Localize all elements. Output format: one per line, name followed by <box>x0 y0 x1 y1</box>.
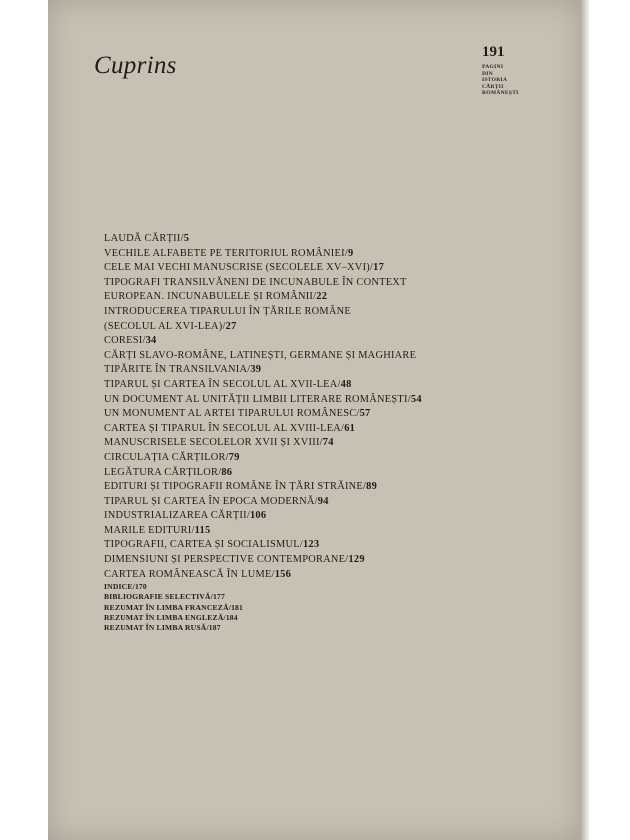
toc-entry <box>104 509 504 524</box>
appendix-entry <box>104 623 504 633</box>
appendix-entry <box>104 603 504 613</box>
toc-entry-page: 34 <box>145 335 157 347</box>
page-edge <box>581 0 589 840</box>
toc-entry-text: (SECOLUL AL XVI-LEA)/ <box>104 320 226 332</box>
running-title-line: CĂRȚII <box>482 83 504 90</box>
toc-entry-text: CARTEA ROMÂNEASCĂ ÎN LUME/ <box>104 568 275 580</box>
toc-entry <box>104 538 504 553</box>
toc-entry-page: 27 <box>225 320 237 332</box>
toc-entry-text: TIPARUL ȘI CARTEA ÎN EPOCA MODERNĂ/ <box>104 495 318 507</box>
toc-entry-text: CORESI/ <box>104 335 146 347</box>
toc-entry-text: EUROPEAN. INCUNABULELE ȘI ROMÂNII/ <box>104 291 317 303</box>
toc-entry-page: 86 <box>221 466 233 478</box>
appendix-entry <box>104 613 504 623</box>
running-title-line: ISTORIA <box>482 77 508 83</box>
toc-entry-page: 48 <box>340 378 352 390</box>
toc-entry <box>104 568 504 583</box>
toc-entry-text: TIPARUL ȘI CARTEA ÎN SECOLUL AL XVII-LEA/ <box>104 378 341 390</box>
toc-entry-page: 57 <box>359 408 371 420</box>
toc-entry-page: 106 <box>249 510 267 522</box>
toc-entry-text: MANUSCRISELE SECOLELOR XVII ȘI XVIII/ <box>104 437 323 449</box>
toc-entry <box>104 320 504 335</box>
page-title: Cuprins <box>94 52 177 79</box>
toc-entry <box>104 422 504 437</box>
toc-entry-text: EDITURI ȘI TIPOGRAFII ROMÂNE ÎN ȚĂRI STRĂINE/ <box>104 481 367 493</box>
toc-entry-text: TIPOGRAFII, CARTEA ȘI SOCIALISMUL/ <box>104 539 303 551</box>
appendix-entry-page: 181 <box>231 602 244 612</box>
toc-entry-text: LAUDĂ CĂRȚII/ <box>104 233 184 244</box>
toc-entry-text: UN MONUMENT AL ARTEI TIPARULUI ROMÂNESC/ <box>104 408 360 420</box>
toc-entry <box>104 247 504 262</box>
toc-entry-page: 94 <box>317 495 329 507</box>
toc-entry <box>104 378 504 393</box>
toc-entry <box>104 393 504 408</box>
toc-entry <box>104 553 504 568</box>
toc-entry <box>104 232 504 247</box>
toc-entry-page: 61 <box>344 422 356 434</box>
toc-entry-text: LEGĂTURA CĂRȚILOR/ <box>104 466 222 478</box>
toc-entry <box>104 261 504 276</box>
toc-entry <box>104 480 504 495</box>
running-title-line: PAGINI <box>482 64 504 70</box>
toc-entry-text: CELE MAI VECHI MANUSCRISE (SECOLELE XV–XVI)/ <box>104 262 374 274</box>
toc-entry-page: 54 <box>410 393 422 405</box>
toc-entry-page: 156 <box>274 568 292 580</box>
toc-entry-page: 9 <box>347 247 354 259</box>
toc-entry-page: 74 <box>322 437 334 449</box>
toc-entry-text: INDUSTRIALIZAREA CĂRȚII/ <box>104 510 250 522</box>
toc-entry-text: TIPOGRAFI TRANSILVĂNENI DE INCUNABULE ÎN CONTEXT <box>104 276 407 288</box>
toc-entry-page: 79 <box>228 451 240 463</box>
toc-entry-text: CĂRȚI SLAVO-ROMÂNE, LATINEȘTI, GERMANE ȘI MAGHIARE <box>104 349 417 361</box>
toc-entry-page: 129 <box>348 554 365 566</box>
appendix-entry-page: 177 <box>213 592 226 602</box>
toc-entry <box>104 466 504 481</box>
toc-entry <box>104 436 504 451</box>
toc-entry-page: 115 <box>194 524 211 536</box>
running-title-line: DIN <box>482 70 493 77</box>
toc-entry <box>104 524 504 539</box>
appendix-entry-text: BIBLIOGRAFIE SELECTIVĂ/ <box>104 592 214 602</box>
toc-entry <box>104 451 504 466</box>
toc-entry <box>104 363 504 378</box>
page-number: 191 <box>482 44 505 60</box>
appendix-entry-text: REZUMAT ÎN LIMBA RUSĂ/ <box>104 623 209 633</box>
appendix-entry-text: REZUMAT ÎN LIMBA ENGLEZĂ/ <box>104 612 226 622</box>
toc-entry <box>104 290 504 305</box>
toc-entry-page: 22 <box>316 291 328 303</box>
toc-entry-text: INTRODUCEREA TIPARULUI ÎN ȚĂRILE ROMÂNE <box>104 305 351 317</box>
toc-entry-text: DIMENSIUNI ȘI PERSPECTIVE CONTEMPORANE/ <box>104 554 349 566</box>
toc-entry-text: CARTEA ȘI TIPARUL ÎN SECOLUL AL XVIII-LEA/ <box>104 422 345 434</box>
running-title-line: ROMÂNEȘTI <box>482 90 519 96</box>
appendix-entry-page: 187 <box>208 623 221 633</box>
toc-entry-page: 17 <box>373 262 385 274</box>
toc-entry-page: 123 <box>302 539 320 551</box>
toc-entry <box>104 407 504 422</box>
toc-entry-text: CIRCULAȚIA CĂRȚILOR/ <box>104 451 229 463</box>
appendix-entry <box>104 592 504 602</box>
appendix-entry-page: 184 <box>225 612 238 622</box>
appendix-entry <box>104 582 504 592</box>
appendix-entry-text: INDICE/ <box>104 582 135 592</box>
toc-entry <box>104 334 504 349</box>
toc-entry-page: 39 <box>250 364 262 376</box>
toc-entry <box>104 349 504 364</box>
toc-entry <box>104 276 504 291</box>
toc-entry-text: VECHILE ALFABETE PE TERITORIUL ROMÂNIEI/ <box>104 247 348 259</box>
appendix-entry-text: REZUMAT ÎN LIMBA FRANCEZĂ/ <box>104 602 232 612</box>
table-of-contents <box>104 232 504 633</box>
running-title <box>482 64 542 97</box>
appendix-entry-page: 170 <box>134 582 147 592</box>
toc-entry-text: TIPĂRITE ÎN TRANSILVANIA/ <box>104 364 251 376</box>
toc-entry-text: UN DOCUMENT AL UNITĂȚII LIMBII LITERARE ROMÂNEȘTI/ <box>104 393 411 405</box>
toc-entry-text: MARILE EDITURI/ <box>104 524 195 536</box>
toc-entry-page: 89 <box>366 481 378 493</box>
toc-entry-page: 5 <box>183 233 190 244</box>
toc-entry <box>104 305 504 320</box>
toc-entry <box>104 495 504 510</box>
